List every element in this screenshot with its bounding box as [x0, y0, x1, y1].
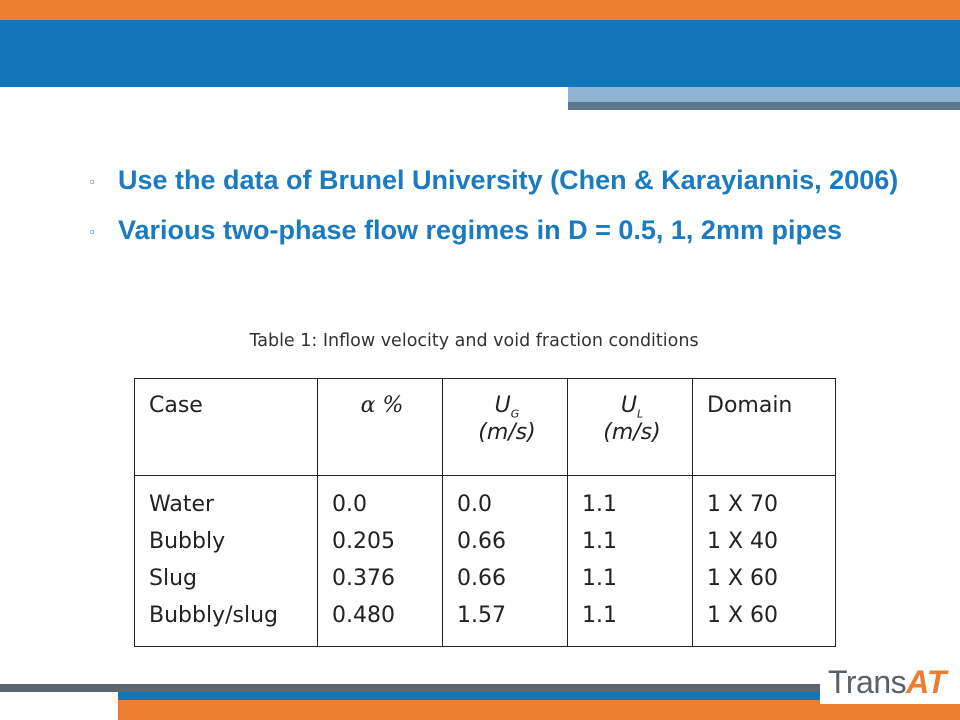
- ul-column: [568, 476, 693, 647]
- logo-trans-text: Trans: [828, 663, 907, 700]
- bullet-item: [90, 212, 920, 252]
- cell-ug: 0.66: [457, 566, 506, 591]
- header-alpha: α %: [318, 379, 443, 476]
- cell-case: Slug: [149, 566, 197, 591]
- top-orange-bar: [0, 0, 960, 20]
- cell-domain: 1 X 60: [707, 603, 779, 628]
- cell-domain: 1 X 60: [707, 566, 779, 591]
- table-row: [135, 476, 836, 647]
- cell-case: Bubbly: [149, 529, 226, 554]
- cell-domain: 1 X 40: [707, 529, 779, 554]
- cell-alpha: 0.376: [332, 566, 395, 591]
- cell-alpha: 0.205: [332, 529, 395, 554]
- header-accent-light-bar: [568, 87, 960, 102]
- table-caption-text: Table 1: Inflow velocity and void fraction conditions: [249, 331, 699, 351]
- conditions-table: [134, 378, 836, 647]
- bullet-item: [90, 162, 920, 202]
- header-ug: [443, 379, 568, 476]
- footer-gray-bar: [0, 684, 820, 692]
- table-header-row: [135, 379, 836, 476]
- header-ul: [568, 379, 693, 476]
- cell-ug: 0.0: [457, 492, 492, 517]
- cell-ul: 1.1: [582, 566, 617, 591]
- header-accent-gray-bar: [568, 102, 960, 110]
- header-ul-unit: (m/s): [603, 420, 661, 446]
- bullet-list: [90, 162, 920, 262]
- cell-domain: 1 X 70: [707, 492, 779, 517]
- case-column: [135, 476, 318, 647]
- header-ul-sub: L: [636, 407, 644, 421]
- cell-ug: 1.57: [457, 603, 506, 628]
- cell-ul: 1.1: [582, 492, 617, 517]
- bullet-text: Various two-phase flow regimes in D = 0.5, 1, 2mm pipes: [118, 215, 842, 245]
- header-ul-symbol: U: [620, 393, 637, 418]
- header-ug-symbol: U: [494, 393, 511, 418]
- cell-ul: 1.1: [582, 529, 617, 554]
- cell-alpha: 0.0: [332, 492, 367, 517]
- cell-ul: 1.1: [582, 603, 617, 628]
- transat-logo: [820, 660, 960, 704]
- logo-at-text: AT: [906, 663, 947, 700]
- table-caption: [0, 331, 960, 351]
- header-case: Case: [135, 379, 318, 476]
- cell-case: Water: [149, 492, 215, 517]
- header-ug-unit: (m/s): [478, 420, 536, 446]
- cell-alpha: 0.480: [332, 603, 395, 628]
- header-ug-sub: G: [510, 407, 520, 421]
- ug-column: [443, 476, 568, 647]
- bullet-marker-icon: ▫: [90, 224, 95, 239]
- header-domain: Domain: [693, 379, 836, 476]
- cell-case: Bubbly/slug: [149, 603, 278, 628]
- cell-ug: 0.66: [457, 529, 506, 554]
- alpha-column: [318, 476, 443, 647]
- bullet-text: Use the data of Brunel University (Chen & Karayiannis, 2006): [118, 165, 899, 195]
- bullet-marker-icon: ▫: [90, 174, 95, 189]
- header-blue-bar: [0, 20, 960, 87]
- domain-column: [693, 476, 836, 647]
- footer-blue-bar: [118, 692, 820, 700]
